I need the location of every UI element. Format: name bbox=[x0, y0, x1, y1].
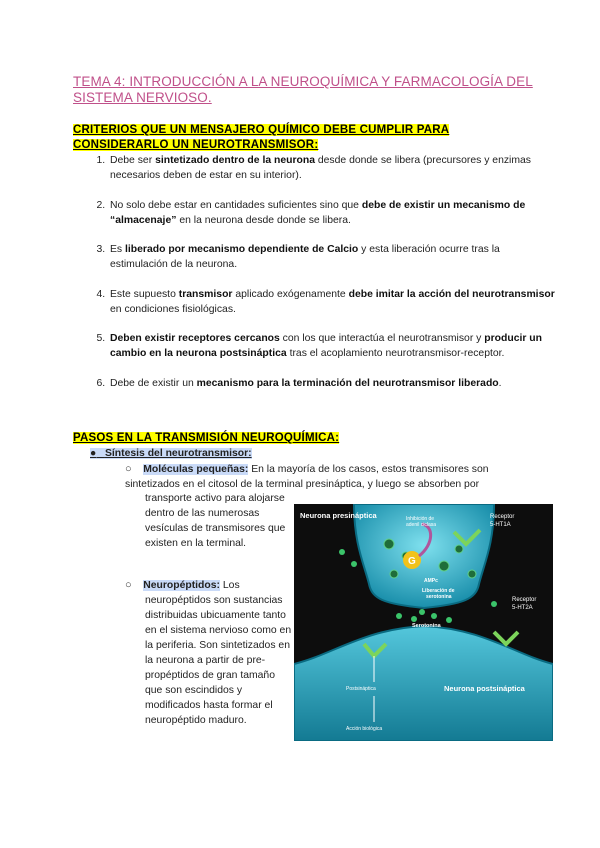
page-title: TEMA 4: INTRODUCCIÓN A LA NEUROQUÍMICA Y FARMACOLOGÍA DEL SISTEMA NERVIOSO. bbox=[73, 74, 533, 105]
criteria-item: 6. Debe de existir un mecanismo para la terminación del neurotransmisor liberado. bbox=[108, 376, 558, 391]
criteria-item: 1. Debe ser sintetizado dentro de la neurona desde donde se libera (precursores y enzimas necesarios deben de estar en su interior). bbox=[108, 153, 558, 183]
label-release2: serotonina bbox=[426, 594, 452, 600]
sub-bullet-icon: ○ bbox=[125, 579, 132, 591]
label-inhibition2: adenil ciclasa bbox=[406, 522, 437, 528]
steps-heading-text: PASOS EN LA TRANSMISIÓN NEUROQUÍMICA: bbox=[73, 432, 340, 444]
criteria-item: 2. No solo debe estar en cantidades suficientes sino que debe de existir un mecanismo de “almacenaje” en la neurona desde donde se libera. bbox=[108, 198, 558, 228]
steps-heading bbox=[73, 431, 339, 446]
label-presynaptic: Neurona presináptica bbox=[300, 511, 377, 520]
small-molecules-item bbox=[125, 462, 525, 492]
label-amp: AMPc bbox=[424, 578, 438, 584]
neuropeptides-text: neuropéptidos son sustancias distribuidas ubicuamente tanto en el sistema nervioso como en la periferia. Son sintetizados en la neurona a partir de pre-propéptidos de gran tamaño que son escindidos y modificados hasta formar el neuropéptido maduro. bbox=[145, 595, 292, 726]
label-release: Liberación de bbox=[422, 588, 455, 594]
sub-bullet-icon: ○ bbox=[125, 463, 132, 475]
label-receptor2b: 5-HT2A bbox=[512, 605, 533, 611]
criteria-heading-text: CRITERIOS QUE UN MENSAJERO QUÍMICO DEBE CUMPLIR PARA CONSIDERARLO UN NEUROTRANSMISOR: bbox=[73, 124, 450, 151]
synthesis-label: Síntesis del neurotransmisor: bbox=[104, 448, 252, 459]
neuropeptides-label: Neuropéptidos: bbox=[143, 580, 220, 591]
label-receptor1: Receptor bbox=[490, 514, 515, 520]
criteria-item: 5. Deben existir receptores cercanos con los que interactúa el neurotransmisor y producir un cambio en la neurona postsináptica tras el acoplamiento neurotransmisor-receptor. bbox=[108, 331, 558, 361]
label-serotonin: Serotonina bbox=[412, 623, 441, 629]
synapse-figure bbox=[294, 504, 553, 741]
bullet-dot-icon: ● bbox=[90, 448, 97, 459]
small-molecules-text: En la mayoría de los casos, estos transmisores son sintetizados en el citosol de la terminal presináptica, y luego se absorben por bbox=[125, 464, 489, 490]
label-post: Postsináptica bbox=[346, 686, 376, 692]
small-molecules-label: Moléculas pequeñas: bbox=[143, 464, 249, 475]
synapse-diagram bbox=[294, 504, 553, 741]
label-receptor2: Receptor bbox=[512, 597, 537, 603]
criteria-item: 3. Es liberado por mecanismo dependiente de Calcio y esta liberación ocurre tras la estimulación de la neurona. bbox=[108, 242, 558, 272]
small-molecules-continuation: transporte activo para alojarse dentro de las numerosas vesículas de transmisores que existen en la terminal. bbox=[145, 493, 286, 549]
label-receptor1b: 5-HT1A bbox=[490, 522, 511, 528]
label-postsynaptic: Neurona postsináptica bbox=[444, 684, 525, 693]
criteria-list bbox=[78, 153, 558, 405]
criteria-heading bbox=[73, 123, 543, 153]
criteria-item: 4. Este supuesto transmisor aplicado exógenamente debe imitar la acción del neurotransmisor en condiciones fisiológicas. bbox=[108, 287, 558, 317]
label-inhibition: Inhibición de bbox=[406, 516, 435, 522]
label-bio-action: Acción biológica bbox=[346, 726, 383, 732]
synthesis-bullet bbox=[90, 446, 252, 461]
g-label: G bbox=[408, 556, 416, 567]
neuropeptides-item: ○ Neuropéptidos: Los bbox=[125, 579, 240, 591]
